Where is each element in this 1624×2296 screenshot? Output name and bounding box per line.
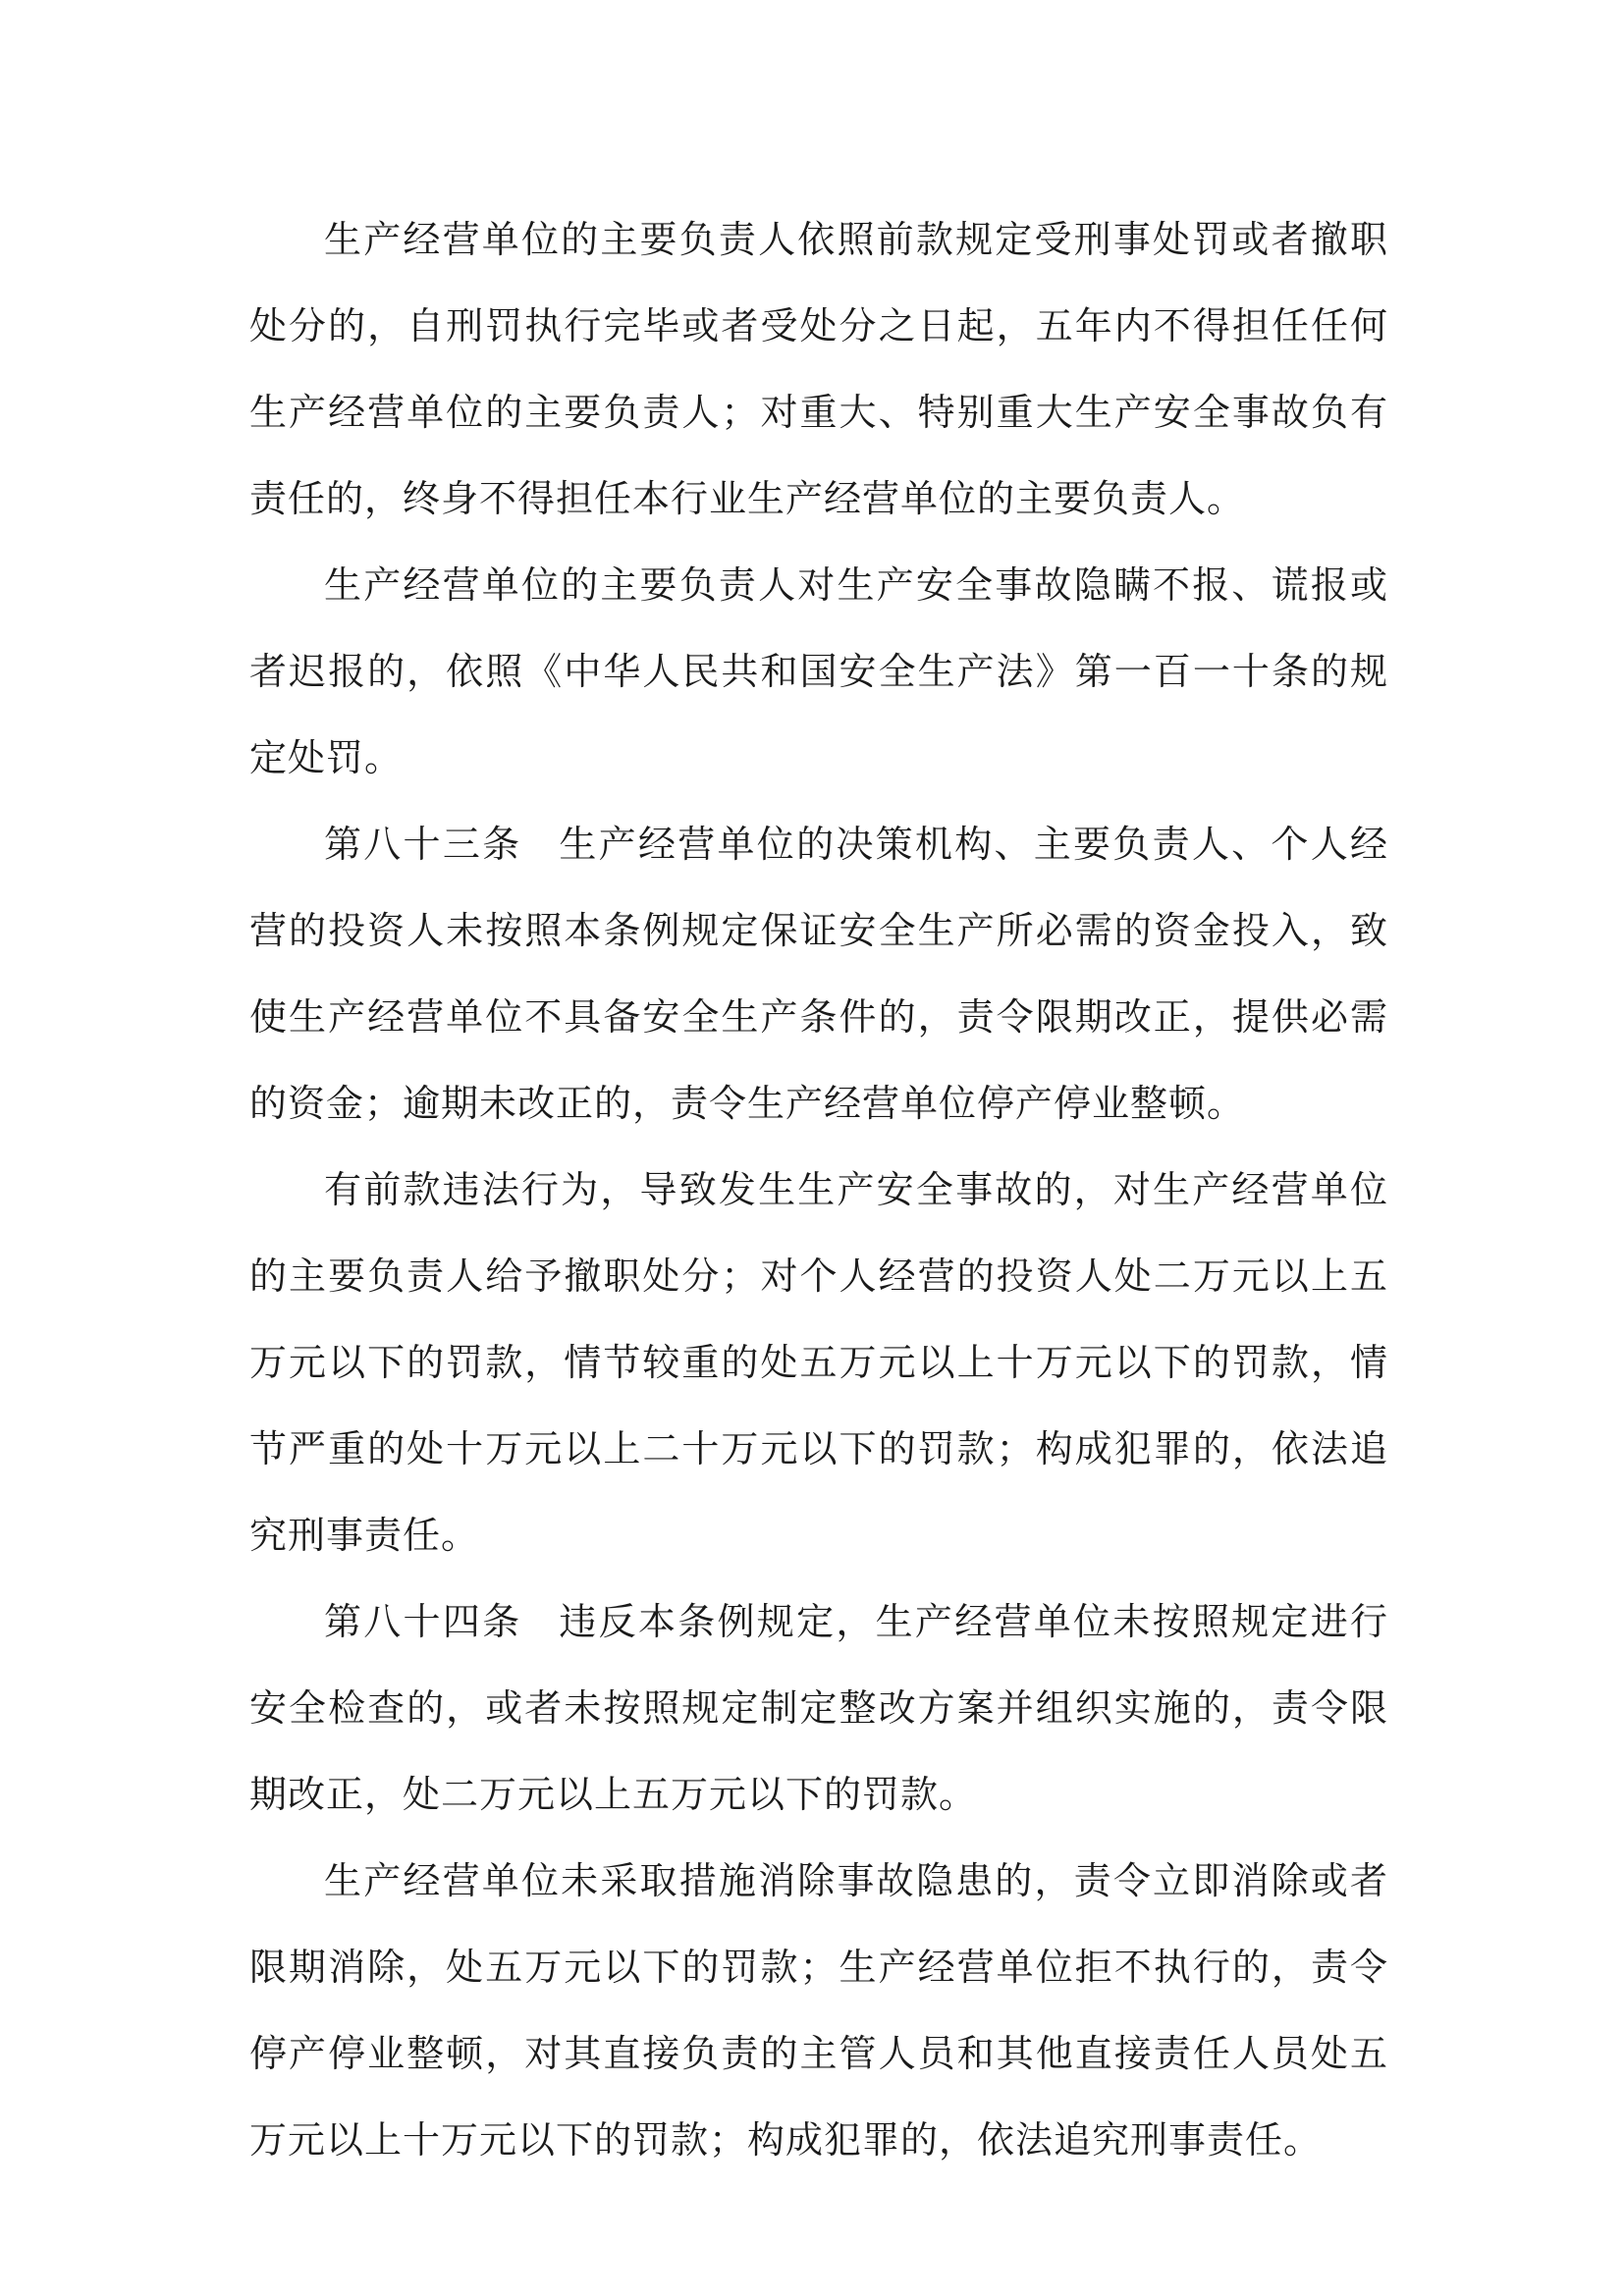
paragraph-2 [249,542,1388,801]
paragraph-text: 违反本条例规定，生产经营单位未按照规定进行安全检查的，或者未按照规定制定整改方案并组织实施的，责令限期改正，处二万元以上五万元以下的罚款。 [249,1600,1388,1816]
article-83 [249,801,1388,1147]
paragraph-6 [249,1838,1388,2183]
paragraph-text: 生产经营单位的主要负责人对生产安全事故隐瞒不报、谎报或者迟报的，依照《中华人民共和国安全生产法》第一百一十条的规定处罚。 [249,563,1388,779]
paragraph-4 [249,1147,1388,1578]
article-number: 第八十四条 [324,1600,522,1643]
paragraph-text: 生产经营单位的主要负责人依照前款规定受刑事处罚或者撤职处分的，自刑罚执行完毕或者受处分之日起，五年内不得担任任何生产经营单位的主要负责人；对重大、特别重大生产安全事故负有责任的，终身不得担任本行业生产经营单位的主要负责人。 [249,218,1388,520]
document-page [249,196,1388,2183]
article-84 [249,1578,1388,1838]
paragraph-text: 生产经营单位的决策机构、主要负责人、个人经营的投资人未按照本条例规定保证安全生产所必需的资金投入，致使生产经营单位不具备安全生产条件的，责令限期改正，提供必需的资金；逾期未改正的，责令生产经营单位停产停业整顿。 [249,823,1388,1125]
paragraph-text: 有前款违法行为，导致发生生产安全事故的，对生产经营单位的主要负责人给予撤职处分；对个人经营的投资人处二万元以上五万元以下的罚款，情节较重的处五万元以上十万元以下的罚款，情节严重的处十万元以上二十万元以下的罚款；构成犯罪的，依法追究刑事责任。 [249,1168,1388,1557]
paragraph-text: 生产经营单位未采取措施消除事故隐患的，责令立即消除或者限期消除，处五万元以下的罚款；生产经营单位拒不执行的，责令停产停业整顿，对其直接负责的主管人员和其他直接责任人员处五万元以上十万元以下的罚款；构成犯罪的，依法追究刑事责任。 [249,1859,1388,2162]
paragraph-1 [249,196,1388,542]
article-number: 第八十三条 [324,823,522,866]
